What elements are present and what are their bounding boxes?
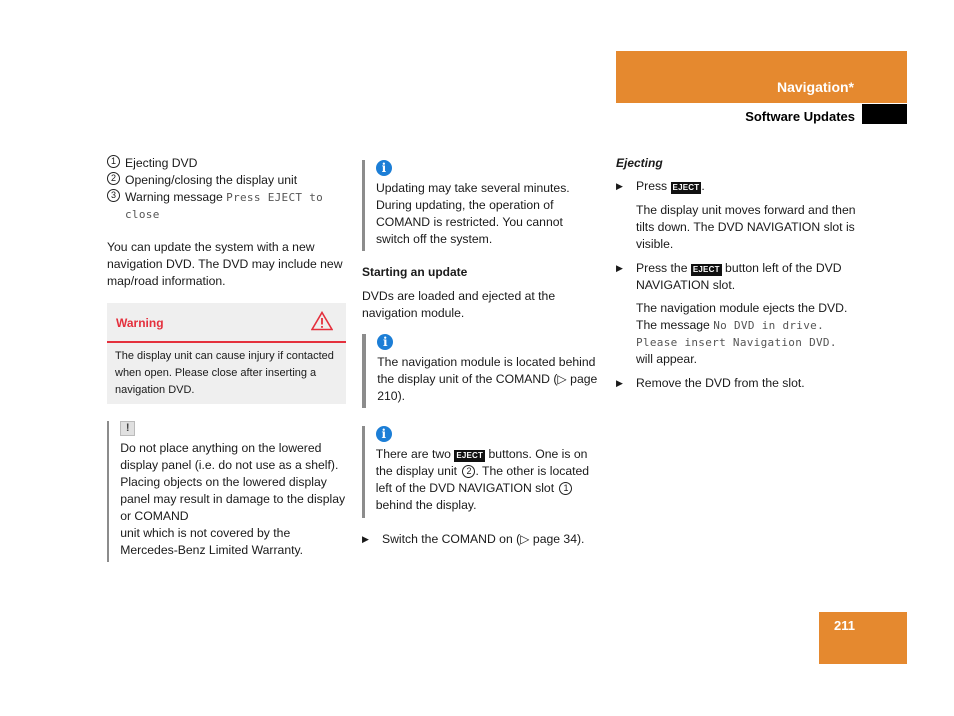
step-text-part: Press bbox=[636, 179, 671, 193]
info-icon: i bbox=[377, 334, 393, 350]
eject-key-icon: EJECT bbox=[692, 265, 720, 274]
caution-content bbox=[109, 421, 347, 562]
number-badge: 2 bbox=[107, 172, 120, 185]
info-text-part: behind the display. bbox=[375, 498, 477, 512]
list-item bbox=[107, 155, 347, 172]
step-item bbox=[616, 178, 856, 195]
number-badge: 2 bbox=[462, 465, 475, 478]
section-heading: Ejecting bbox=[616, 156, 663, 170]
warning-label: Warning bbox=[116, 316, 164, 330]
step-result: The display unit moves forward and then tilts down. The DVD NAVIGATION slot is visible. bbox=[636, 203, 856, 251]
info-text bbox=[377, 354, 600, 405]
legend-list bbox=[107, 155, 347, 223]
bullet-arrow-icon: ▶ bbox=[362, 534, 369, 544]
info-text-part: buttons. One is on the display unit bbox=[375, 447, 588, 478]
info-text bbox=[376, 446, 600, 514]
caution-icon: ! bbox=[120, 421, 135, 436]
page-reference[interactable]: page 210). bbox=[377, 372, 598, 403]
step-result-text: will appear. bbox=[636, 352, 697, 366]
body-paragraph: DVDs are loaded and ejected at the navigation module. bbox=[362, 289, 556, 320]
list-item bbox=[107, 189, 347, 223]
bullet-arrow-icon: ▶ bbox=[616, 263, 623, 273]
page-reference[interactable]: page 34). bbox=[529, 532, 585, 546]
step-item bbox=[362, 531, 600, 548]
list-item-label: Warning message bbox=[125, 190, 227, 204]
display-message: No DVD in drive. bbox=[713, 319, 824, 332]
caution-note bbox=[107, 421, 347, 562]
list-item-text: Ejecting DVD bbox=[125, 156, 198, 170]
page-arrow-icon: ▷ bbox=[520, 532, 530, 546]
info-note bbox=[362, 160, 600, 251]
caution-text: Do not place anything on the lowered display panel (i.e. do not use as a shelf). Placing objects on the lowered display panel may result in damage to the display or COMAND bbox=[120, 441, 346, 523]
warning-header bbox=[107, 303, 346, 343]
list-item-text bbox=[125, 189, 347, 223]
info-text-part: The navigation module is located behind the display unit of the COMAND ( bbox=[377, 355, 596, 386]
section-title: Navigation* bbox=[776, 79, 854, 95]
step-result bbox=[636, 300, 864, 368]
warning-triangle-icon bbox=[311, 311, 333, 336]
step-result-text: The navigation module ejects the DVD. The message bbox=[636, 301, 848, 332]
info-content bbox=[365, 426, 600, 518]
warning-text: The display unit can cause injury if contacted when open. Please close after inserting a navigation DVD. bbox=[115, 350, 334, 396]
bullet-arrow-icon: ▶ bbox=[616, 378, 623, 388]
warning-box bbox=[107, 303, 346, 404]
number-badge: 1 bbox=[559, 482, 572, 495]
display-message: Please insert Navigation DVD. bbox=[636, 336, 837, 349]
number-badge: 3 bbox=[107, 189, 120, 202]
info-content bbox=[366, 334, 600, 408]
list-item bbox=[107, 172, 347, 189]
step-text bbox=[382, 531, 584, 548]
step-text-part: . bbox=[701, 179, 705, 193]
caution-text-continued: unit which is not covered by the Mercedes-Benz Limited Warranty. bbox=[120, 526, 304, 557]
section-subtitle: Software Updates bbox=[745, 109, 855, 124]
page-arrow-icon: ▷ bbox=[557, 372, 567, 386]
number-badge: 1 bbox=[107, 155, 120, 168]
step-text: Remove the DVD from the slot. bbox=[636, 376, 805, 390]
step-text bbox=[636, 260, 856, 294]
step-text bbox=[636, 178, 705, 195]
section-heading: Starting an update bbox=[362, 265, 468, 279]
info-text: Updating may take several minutes. During updating, the operation of COMAND is restricted. You cannot switch off the system. bbox=[375, 181, 570, 246]
step-text-part: button left of the DVD NAVIGATION slot. bbox=[636, 261, 842, 292]
step-text-part: Press the bbox=[636, 261, 691, 275]
intro-paragraph: You can update the system with a new navigation DVD. The DVD may include new map/road information. bbox=[107, 240, 343, 288]
eject-key-icon: EJECT bbox=[672, 183, 700, 192]
step-text-part: Switch the COMAND on ( bbox=[382, 532, 521, 546]
info-icon: i bbox=[376, 426, 392, 442]
info-note bbox=[362, 426, 600, 518]
step-item bbox=[616, 375, 856, 392]
step-item bbox=[616, 260, 856, 294]
info-text-part: . The other is located left of the DVD NAVIGATION slot bbox=[375, 464, 590, 495]
subtitle-marker bbox=[862, 104, 907, 124]
info-text-part: There are two bbox=[375, 447, 455, 461]
bullet-arrow-icon: ▶ bbox=[616, 181, 623, 191]
eject-key-icon: EJECT bbox=[456, 451, 484, 460]
display-message: Press EJECT to close bbox=[125, 191, 324, 221]
info-content bbox=[365, 160, 600, 251]
info-icon: i bbox=[376, 160, 392, 176]
page-number: 211 bbox=[834, 618, 855, 633]
info-note bbox=[362, 334, 600, 408]
list-item-text: Opening/closing the display unit bbox=[125, 173, 298, 187]
